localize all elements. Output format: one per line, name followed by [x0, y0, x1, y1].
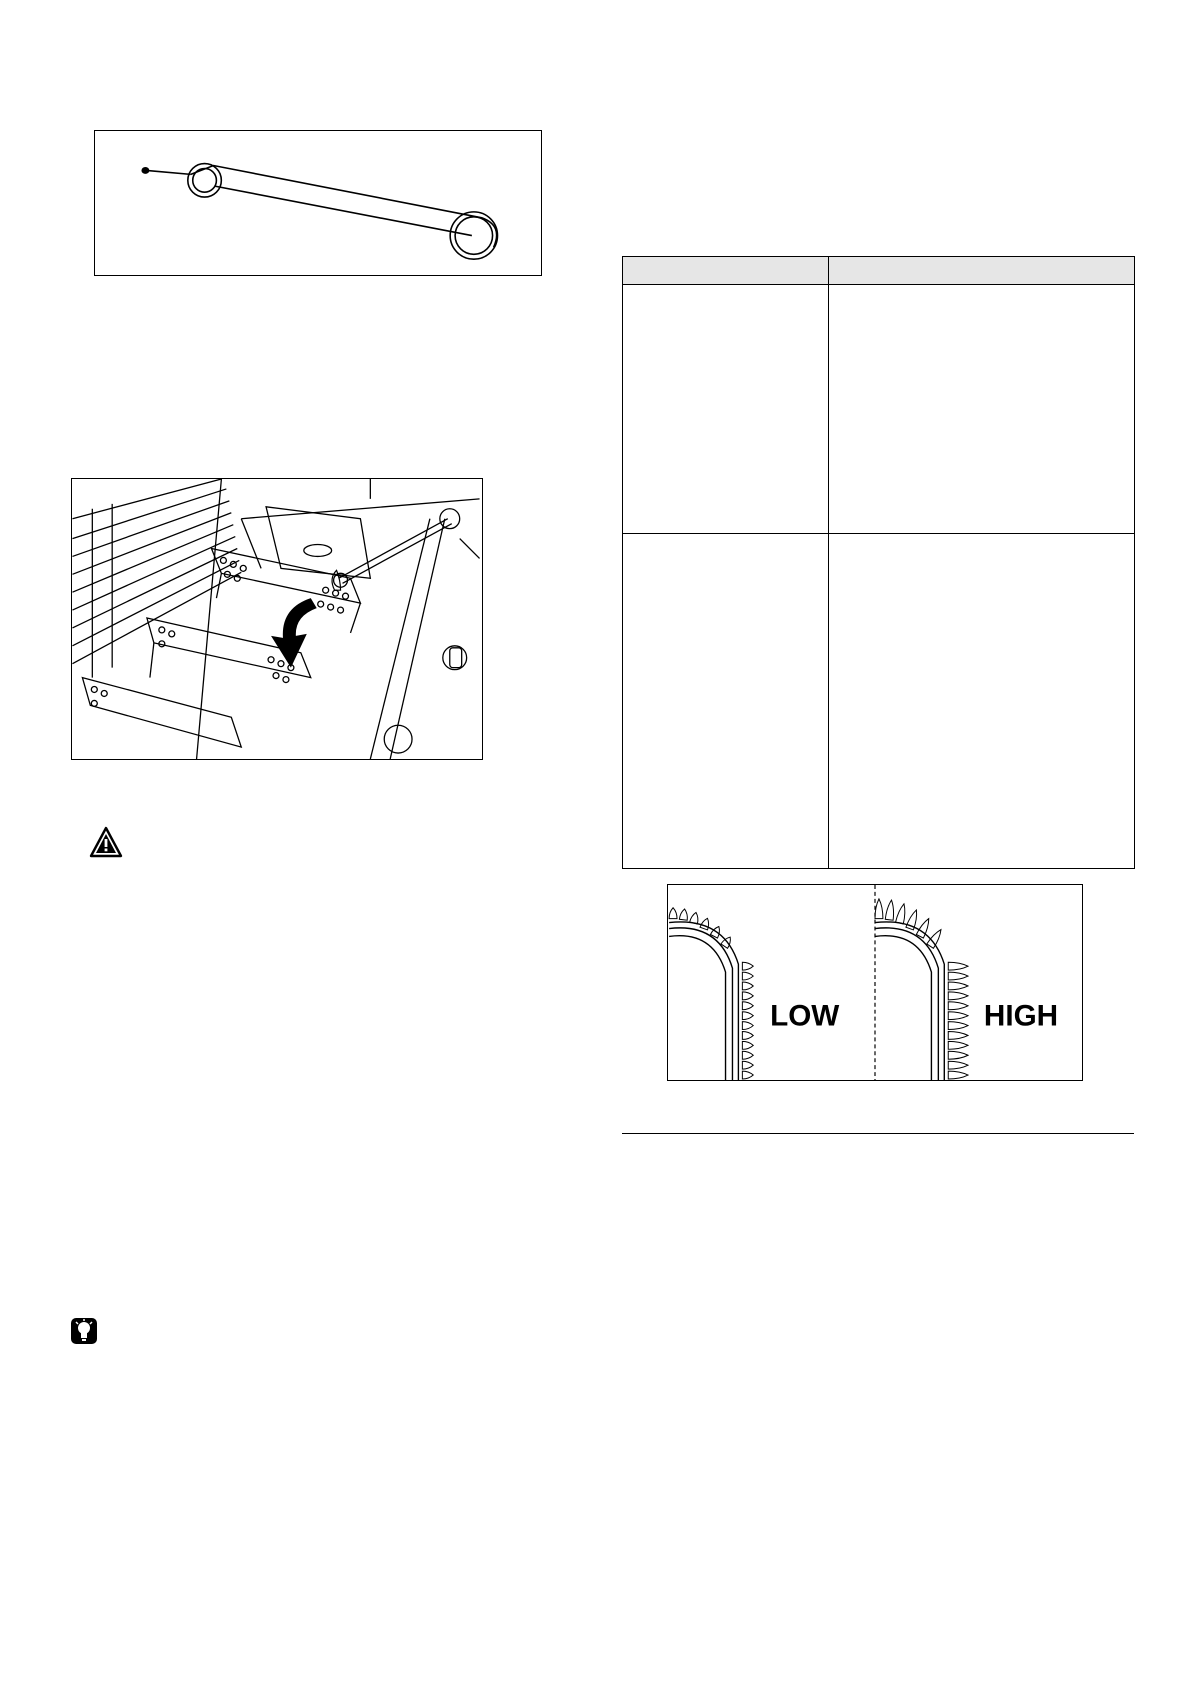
flame-mark	[742, 1051, 753, 1059]
flame-mark	[742, 1031, 753, 1039]
flame-mark	[948, 1071, 968, 1079]
flame-mark	[948, 1061, 968, 1069]
heat-shield-3	[82, 678, 241, 748]
flame-pattern-figure	[667, 884, 1083, 1081]
flame-mark	[679, 908, 688, 920]
grill-burner-illustration	[72, 479, 482, 759]
table-row	[623, 285, 1135, 534]
direction-arrow	[271, 598, 317, 668]
flame-mark	[875, 899, 883, 919]
table-row	[623, 534, 1135, 869]
flame-mark	[742, 1061, 753, 1069]
match-holder-illustration	[95, 131, 541, 275]
flame-mark	[948, 972, 968, 980]
match-holder-figure	[94, 130, 542, 276]
flame-mark	[742, 982, 753, 990]
flame-mark	[669, 908, 677, 919]
table-cell	[829, 285, 1135, 534]
flame-mark	[742, 1002, 753, 1010]
flame-pattern-illustration	[668, 885, 1082, 1080]
flame-mark	[742, 1041, 753, 1049]
flame-mark	[742, 972, 753, 980]
flame-mark	[742, 962, 753, 970]
warming-rack	[72, 479, 241, 678]
grill-lighting-figure	[71, 478, 483, 760]
table-cell	[829, 534, 1135, 869]
flame-mark	[896, 903, 908, 924]
flame-mark	[742, 1022, 753, 1030]
flame-mark	[948, 1012, 968, 1020]
table-header-row	[623, 257, 1135, 285]
flame-mark	[948, 1002, 968, 1010]
low-flames	[669, 908, 753, 1079]
flame-mark	[948, 1051, 968, 1059]
flame-mark	[742, 1071, 753, 1079]
high-label: HIGH	[983, 999, 1059, 1033]
table-cell	[623, 285, 829, 534]
flame-mark	[885, 900, 895, 921]
high-flames	[875, 899, 968, 1079]
table-cell	[623, 534, 829, 869]
flame-mark	[916, 917, 932, 938]
flame-mark	[948, 962, 968, 970]
troubleshooting-table	[622, 256, 1135, 869]
flame-mark	[948, 1022, 968, 1030]
table-header-cell	[829, 257, 1135, 285]
flame-mark	[948, 1031, 968, 1039]
flame-mark	[690, 912, 700, 924]
lightbulb-icon	[70, 1317, 98, 1345]
low-label: LOW	[770, 999, 840, 1033]
table-header-cell	[623, 257, 829, 285]
flame-mark	[948, 982, 968, 990]
warning-triangle-icon	[89, 826, 123, 858]
flame-mark	[948, 992, 968, 1000]
flame-mark	[742, 1012, 753, 1020]
flame-mark	[948, 1041, 968, 1049]
flame-mark	[742, 992, 753, 1000]
section-divider	[622, 1133, 1134, 1134]
